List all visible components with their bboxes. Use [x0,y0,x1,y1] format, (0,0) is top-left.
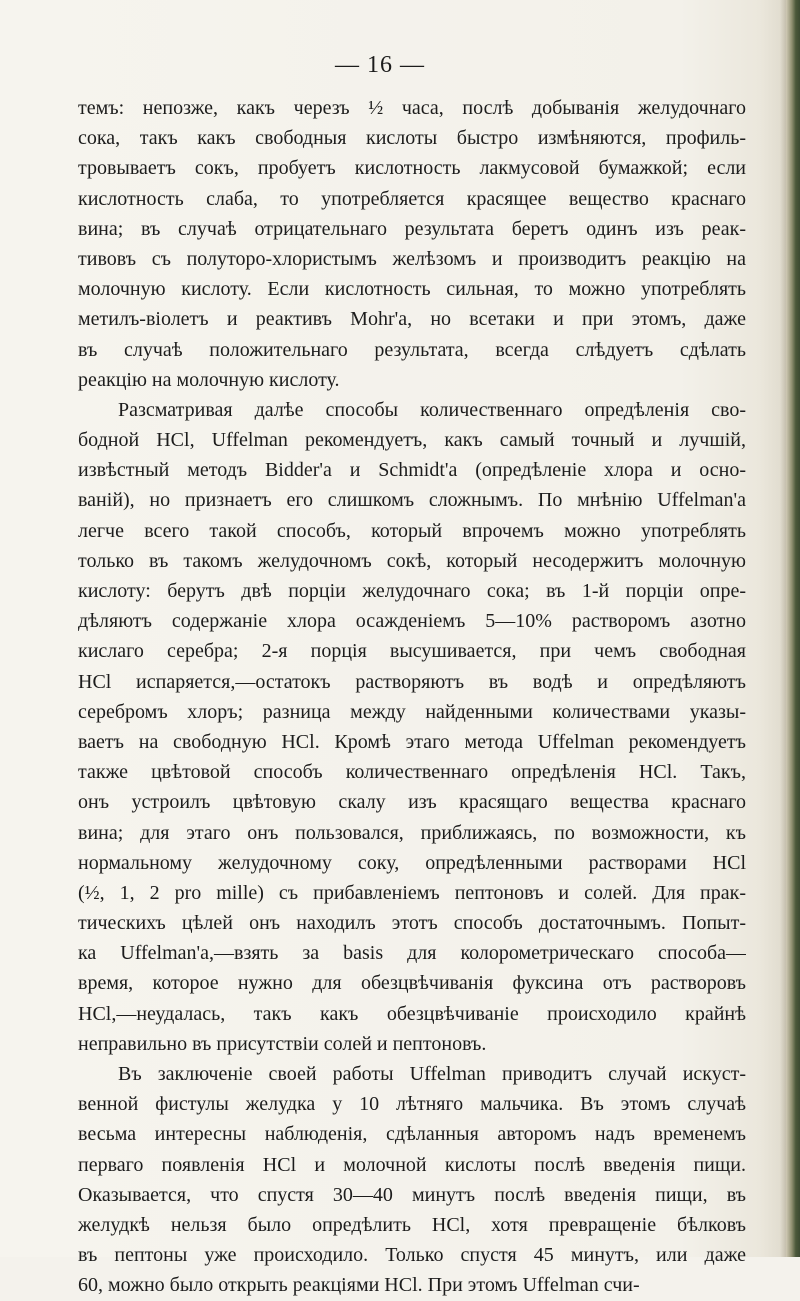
text-line: Оказывается, что спустя 30—40 минутъ послѣ введенія пищи, въ [78,1183,746,1206]
text-line: весьма интересны наблюденія, сдѣланныя авторомъ надъ временемъ [78,1123,746,1146]
text-line: Въ заключеніе своей работы Uffelman приводитъ случай искуст- [118,1063,746,1085]
text-line: ваетъ на свободную HCl. Кромѣ этаго метода Uffelman рекомендуетъ [78,730,746,753]
text-line: вина; въ случаѣ отрицательнаго результата беретъ одинъ изъ реак- [78,217,746,240]
text-line: 60, можно было открыть реакціями HCl. При этомъ Uffelman счи- [78,1274,640,1297]
text-line: легче всего такой способъ, который впрочемъ можно употреблять [78,519,746,542]
text-line: молочную кислоту. Если кислотность сильная, то можно употреблять [78,278,746,301]
text-line: только въ такомъ желудочномъ сокѣ, который несодержитъ молочную [78,549,746,572]
text-line: извѣстный методъ Bidder'а и Schmidt'а (опредѣленіе хлора и осно- [78,459,746,482]
book-edge [786,0,800,1257]
text-line: серебромъ хлоръ; разница между найденными количествами указы- [78,700,746,723]
text-line: неправильно въ присутствіи солей и пептоновъ. [78,1032,487,1055]
text-line: вина; для этаго онъ пользовался, приближаясь, по возможности, къ [78,821,746,844]
text-line: ка Uffelman'а,—взять за basis для колорометрическаго способа— [78,942,746,965]
text-line: ваній), но признаетъ его слишкомъ сложнымъ. По мнѣнію Uffelman'а [78,489,746,512]
text-line: кислаго серебра; 2-я порція высушивается, при чемъ свободная [78,640,746,663]
text-line: HCl испаряется,—остатокъ растворяютъ въ водѣ и опредѣляютъ [78,670,746,693]
text-line: въ случаѣ положительнаго результата, всегда слѣдуетъ сдѣлать [78,338,746,361]
text-line: бодной HCl, Uffelman рекомендуетъ, какъ самый точный и лучшій, [78,429,746,452]
text-line: тическихъ цѣлей онъ находилъ этотъ способъ достаточнымъ. Попыт- [78,912,746,935]
text-line: (½, 1, 2 pro mille) съ прибавленіемъ пептоновъ и солей. Для прак- [78,881,746,904]
text-line: тровываетъ сокъ, пробуетъ кислотность лакмусовой бумажкой; если [78,157,746,180]
text-line: темъ: непозже, какъ черезъ ½ часа, послѣ добыванія желудочнаго [78,97,746,119]
text-line: въ пептоны уже происходило. Только спустя 45 минутъ, или даже [78,1244,746,1267]
text-line: перваго появленія HCl и молочной кислоты послѣ введенія пищи. [78,1153,746,1176]
page-number: — 16 — [335,52,425,78]
text-line: реакцію на молочную кислоту. [78,368,340,391]
text-line: кислоту: берутъ двѣ порціи желудочнаго сока; въ 1-й порціи опре- [78,580,746,602]
text-line: сока, такъ какъ свободныя кислоты быстро измѣняются, профиль- [78,127,746,150]
text-line: также цвѣтовой способъ количественнаго опредѣленія HCl. Такъ, [78,761,746,784]
text-line: время, которое нужно для обезцвѣчиванія фуксина отъ растворовъ [78,972,746,995]
text-line: дѣляютъ содержаніе хлора осажденіемъ 5—10% растворомъ азотно [78,610,746,633]
body-text [78,93,746,1301]
text-line: Разсматривая далѣе способы количественнаго опредѣленія сво- [118,398,746,421]
text-line: метилъ-віолетъ и реактивъ Mohr'а, но всетаки и при этомъ, даже [78,308,746,331]
text-line: HCl,—неудалась, такъ какъ обезцвѣчиваніе происходило крайнѣ [78,1002,746,1025]
text-line: венной фистулы желудка у 10 лѣтняго мальчика. Въ этомъ случаѣ [78,1093,746,1116]
text-line: онъ устроилъ цвѣтовую скалу изъ красящаго вещества краснаго [78,791,746,814]
text-line: нормальному желудочному соку, опредѣленными растворами HCl [78,851,746,874]
text-line: кислотность слаба, то употребляется красящее вещество краснаго [78,187,746,210]
text-line: тивовъ съ полуторо-хлористымъ желѣзомъ и производитъ реакцію на [78,247,746,270]
text-line: желудкѣ нельзя было опредѣлить HCl, хотя превращеніе бѣлковъ [78,1213,746,1236]
